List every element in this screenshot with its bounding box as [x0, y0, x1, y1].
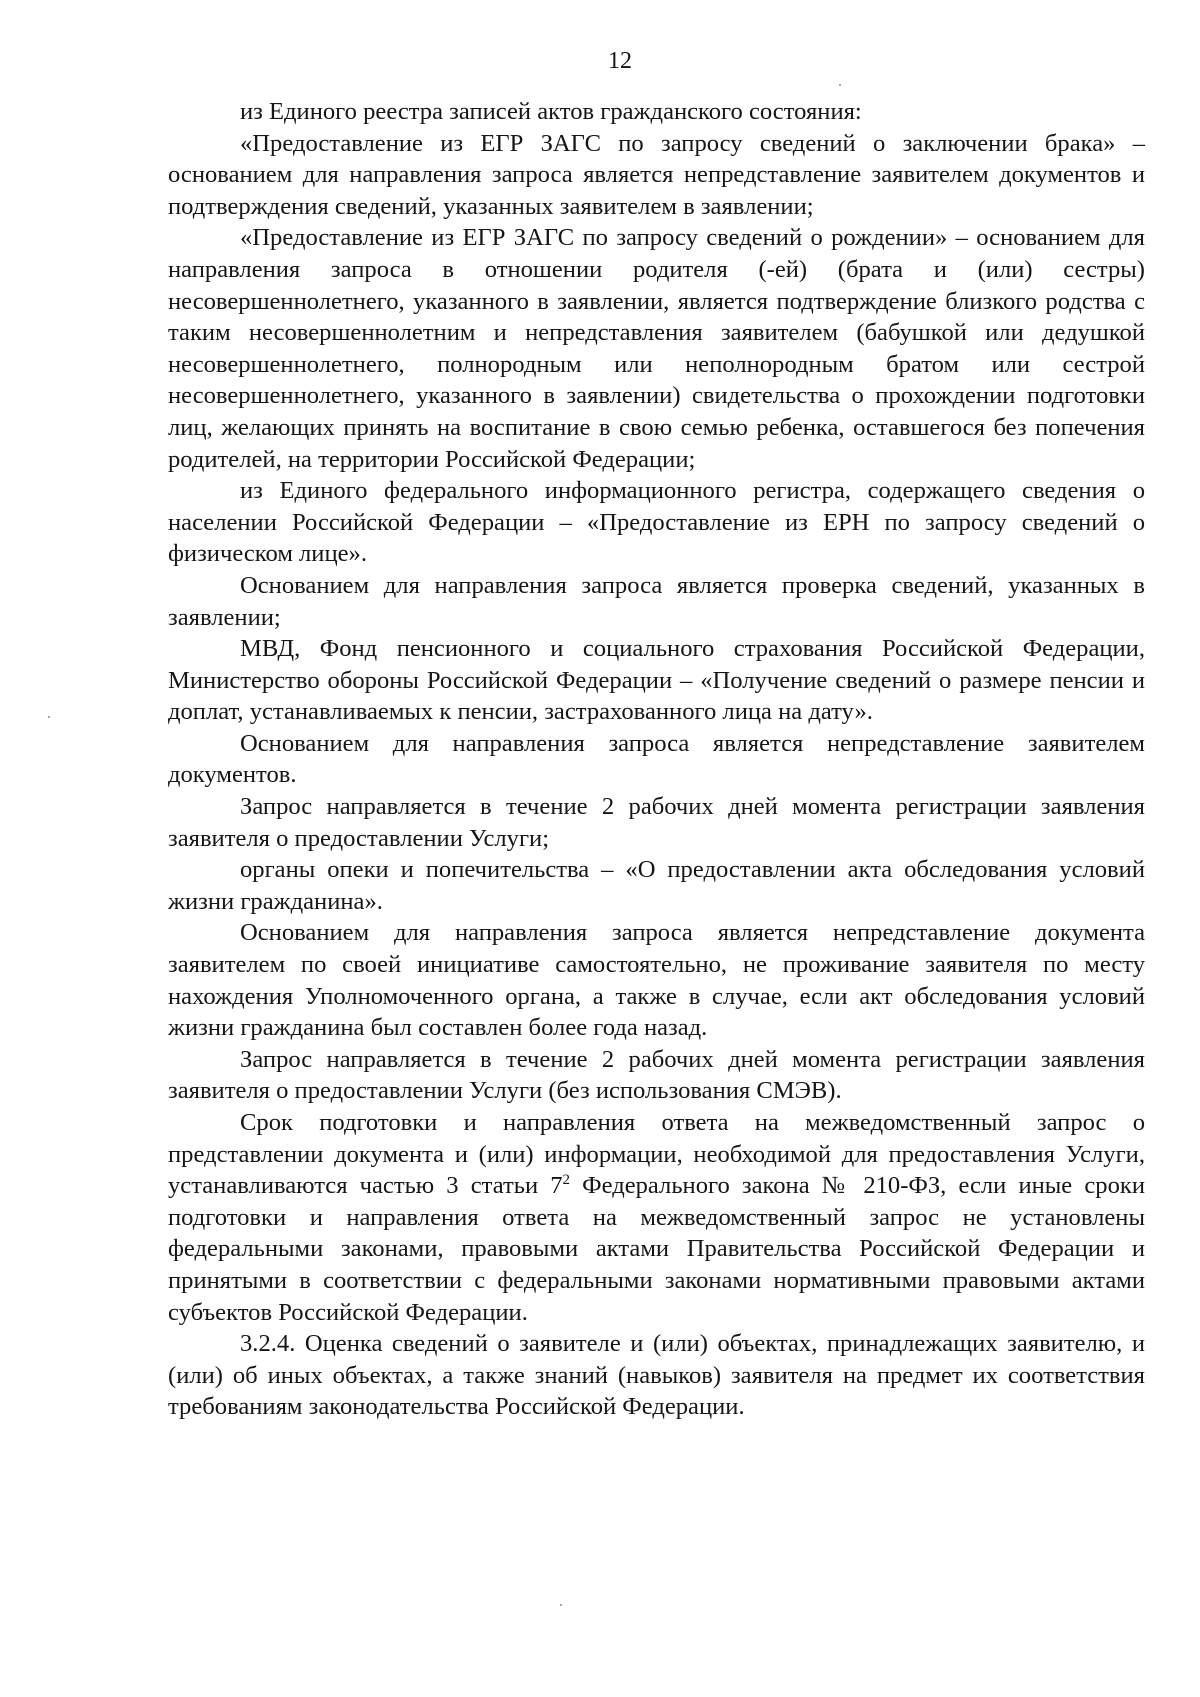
paragraph-8: Запрос направляется в течение 2 рабочих дней момента регистрации заявления заявителя о предоставлении Услуги; [168, 793, 1145, 852]
paragraph-10: Основанием для направления запроса является непредставление документа заявителем по своей инициативе самостоятельно, не проживание заявителя по месту нахождения Уполномоченного органа, а также в случае, если акт обследования условий жизни гражданина был составлен более года назад. [168, 919, 1145, 1042]
paragraph-6: МВД, Фонд пенсионного и социального страхования Российской Федерации, Министерство обороны Российской Федерации – «Получение сведений о размере пенсии и доплат, устанавливаемых к пенсии, застрахованного лица на дату». [168, 635, 1145, 726]
page-number: 12 [608, 48, 632, 74]
article-superscript: 2 [562, 1172, 571, 1188]
paragraph-12-text-after: Федерального закона № 210-ФЗ, если иные сроки подготовки и направления ответа на межведомственный запрос не установлены федеральными законами, правовыми актами Правительства Российской Федерации и принятыми в соответствии с федеральными законами нормативными правовыми актами субъектов Российской Федерации. [168, 1172, 1145, 1326]
scan-speck [560, 1604, 562, 1606]
scan-speck [48, 716, 50, 718]
paragraph-12 [168, 1107, 1145, 1328]
document-body [168, 96, 1145, 1423]
paragraph-1: из Единого реестра записей актов гражданского состояния: [240, 98, 862, 125]
paragraph-11: Запрос направляется в течение 2 рабочих дней момента регистрации заявления заявителя о предоставлении Услуги (без использования СМЭВ). [168, 1045, 1145, 1105]
paragraph-3: «Предоставление из ЕГР ЗАГС по запросу сведений о рождении» – основанием для направления запроса в отношении родителя (-ей) (брата и (или) сестры) несовершеннолетнего, указанного в заявлении, является подтверждение близкого родства с таким несовершеннолетним и непредставления заявителем (бабушкой или дедушкой несовершеннолетнего, полнородным или неполнородным братом или сестрой несовершеннолетнего, указанного в заявлении) свидетельства о прохождении подготовки лиц, желающих принять на воспитание в свою семью ребенка, оставшегося без попечения родителей, на территории Российской Федерации; [168, 224, 1145, 473]
paragraph-5: Основанием для направления запроса является проверка сведений, указанных в заявлении; [168, 571, 1145, 631]
paragraph-7: Основанием для направления запроса является непредставление заявителем документов. [168, 729, 1145, 789]
paragraph-12-text-before: Срок подготовки и направления ответа на межведомственный запрос о представлении документа и (или) информации, необходимой для предоставления Услуги, устанавливаются частью 3 статьи 7 [168, 1109, 1145, 1200]
paragraph-2: «Предоставление из ЕГР ЗАГС по запросу сведений о заключении брака» – основанием для направления запроса является непредставление заявителем документов и подтверждения сведений, указанных заявителем в заявлении; [168, 129, 1145, 220]
paragraph-4: из Единого федерального информационного регистра, содержащего сведения о населении Российской Федерации – «Предоставление из ЕРН по запросу сведений о физическом лице». [168, 477, 1145, 568]
paragraph-9: органы опеки и попечительства – «О предоставлении акта обследования условий жизни гражданина». [168, 856, 1145, 915]
scan-speck [839, 84, 841, 86]
paragraph-13: 3.2.4. Оценка сведений о заявителе и (или) объектах, принадлежащих заявителю, и (или) об иных объектах, а также знаний (навыков) заявителя на предмет их соответствия требованиям законодательства Российской Федерации. [168, 1330, 1145, 1421]
